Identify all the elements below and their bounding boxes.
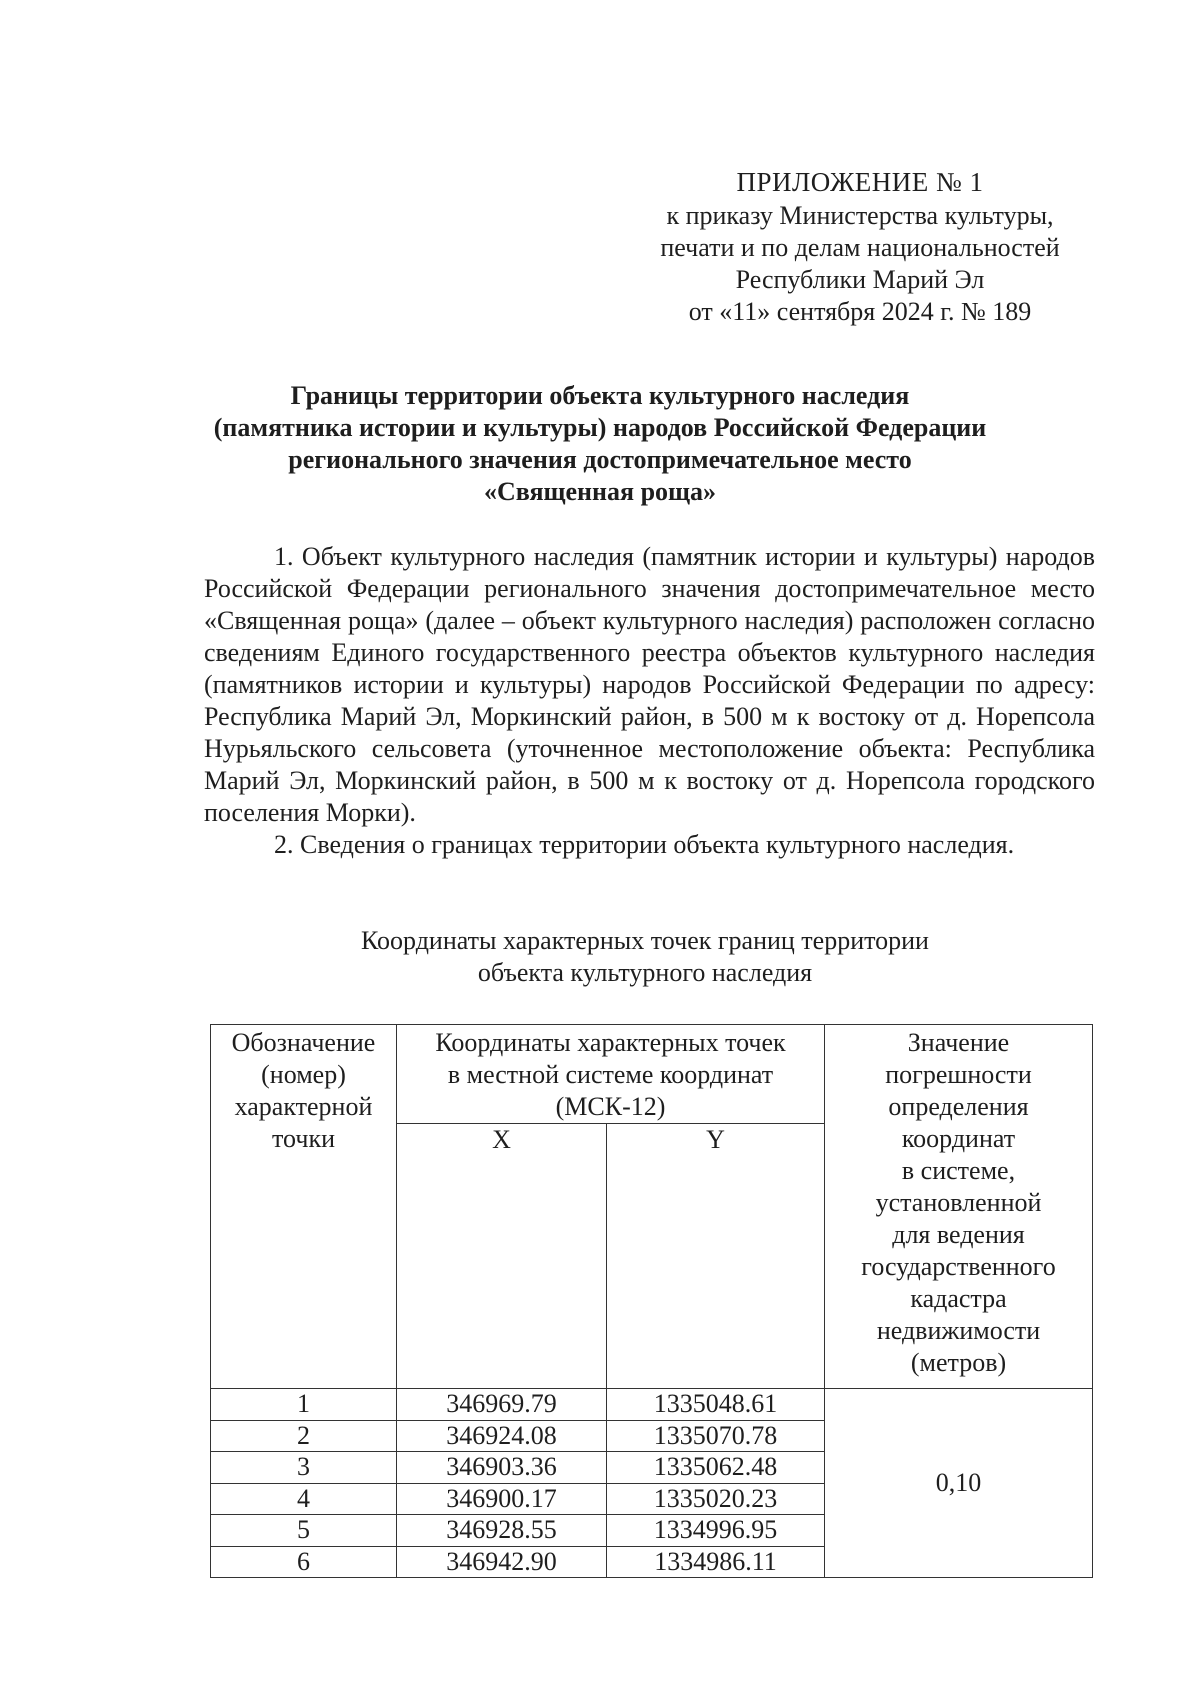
header-coordinates-l1: Координаты характерных точек (435, 1028, 786, 1057)
header-designation-l4: точки (272, 1124, 335, 1153)
paragraph-2: 2. Сведения о границах территории объекта культурного наследия. (274, 830, 1015, 859)
header-error-l8: государственного (861, 1252, 1056, 1281)
header-error-l10: недвижимости (876, 1316, 1041, 1345)
y-value: 1334986.11 (607, 1546, 825, 1578)
table-caption-line-1: Координаты характерных точек границ территории (361, 926, 929, 955)
x-value: 346900.17 (397, 1483, 607, 1515)
appendix-header (600, 166, 1120, 328)
document-title-line-2: (памятника истории и культуры) народов Российской Федерации (213, 413, 987, 442)
x-value: 346969.79 (397, 1389, 607, 1421)
appendix-line-3: Республики Марий Эл (735, 265, 985, 294)
header-designation-l2: (номер) (261, 1060, 346, 1089)
point-number: 4 (211, 1483, 397, 1515)
y-value: 1335020.23 (607, 1483, 825, 1515)
y-value: 1334996.95 (607, 1515, 825, 1547)
point-number: 1 (211, 1389, 397, 1421)
x-value: 346924.08 (397, 1420, 607, 1452)
header-error-l4: координат (901, 1124, 1016, 1153)
header-y: Y (607, 1124, 825, 1389)
table-caption (230, 925, 1060, 989)
y-value: 1335062.48 (607, 1452, 825, 1484)
header-error-l2: погрешности (885, 1060, 1032, 1089)
header-error-l11: (метров) (910, 1348, 1007, 1377)
document-title-line-3: регионального значения достопримечательное место (288, 445, 912, 474)
header-error (825, 1025, 1093, 1389)
header-coordinates-l2: в местной системе координат (447, 1060, 774, 1089)
header-error-l3: определения (888, 1092, 1029, 1121)
header-error-l7: для ведения (892, 1220, 1025, 1249)
header-designation-l1: Обозначение (231, 1028, 376, 1057)
header-coordinates (397, 1025, 825, 1124)
appendix-line-4: от «11» сентября 2024 г. № 189 (688, 297, 1032, 326)
appendix-line-1: к приказу Министерства культуры, (666, 201, 1054, 230)
header-error-l5: в системе, (901, 1156, 1016, 1185)
body-text (204, 541, 1095, 861)
document-title-line-4: «Священная роща» (484, 477, 716, 506)
y-value: 1335070.78 (607, 1420, 825, 1452)
point-number: 3 (211, 1452, 397, 1484)
paragraph-1: 1. Объект культурного наследия (памятник истории и культуры) народов Российской Федерации регионального значения достопримечательное место «Священная роща» (далее – объект культурного наследия) расположен согласно сведениям Единого государственного реестра объектов культурного наследия (памятников истории и культуры) народов Российской Федерации по адресу: Республика Марий Эл, Моркинский район, в 500 м к востоку от д. Норепсола Нурьяльского сельсовета (уточненное местоположение объекта: Республика Марий Эл, Моркинский район, в 500 м к востоку от д. Норепсола городского поселения Морки). (204, 542, 1095, 827)
appendix-title: ПРИЛОЖЕНИЕ № 1 (736, 167, 984, 197)
appendix-line-2: печати и по делам национальностей (660, 233, 1060, 262)
point-number: 6 (211, 1546, 397, 1578)
table-row (211, 1389, 1093, 1421)
x-value: 346928.55 (397, 1515, 607, 1547)
point-number: 2 (211, 1420, 397, 1452)
point-number: 5 (211, 1515, 397, 1547)
x-value: 346903.36 (397, 1452, 607, 1484)
header-designation (211, 1025, 397, 1389)
document-title-line-1: Границы территории объекта культурного наследия (290, 381, 910, 410)
header-error-l9: кадастра (910, 1284, 1007, 1313)
y-value: 1335048.61 (607, 1389, 825, 1421)
header-error-l1: Значение (907, 1028, 1010, 1057)
table-caption-line-2: объекта культурного наследия (477, 958, 813, 987)
header-error-l6: установленной (875, 1188, 1042, 1217)
x-value: 346942.90 (397, 1546, 607, 1578)
document-title (150, 380, 1050, 508)
header-coordinates-l3: (МСК-12) (555, 1092, 666, 1121)
header-designation-l3: характерной (234, 1092, 373, 1121)
coordinates-table (210, 1024, 1093, 1578)
error-value: 0,10 (825, 1389, 1093, 1578)
header-x: X (397, 1124, 607, 1389)
